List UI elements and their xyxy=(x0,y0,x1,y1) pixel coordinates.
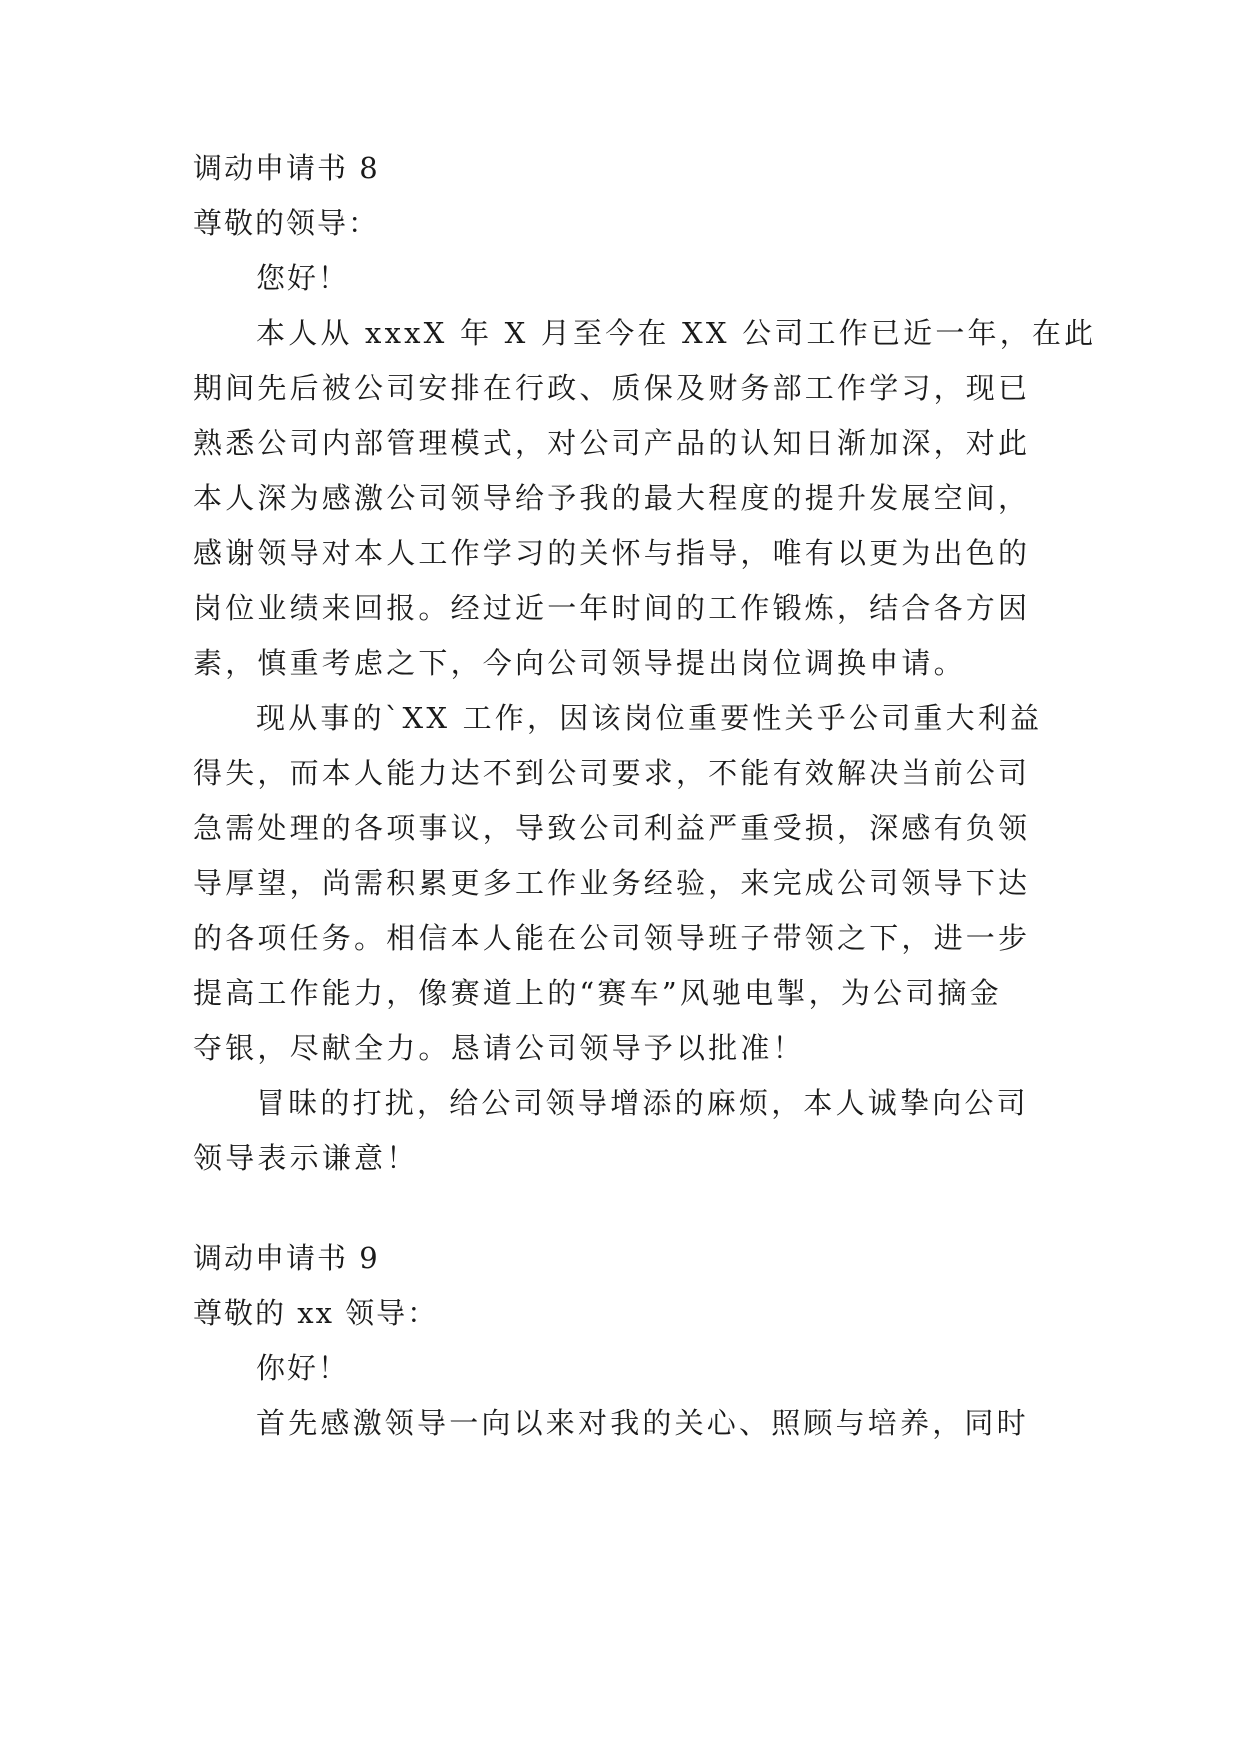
letter9-salutation: 尊敬的 xx 领导： xyxy=(193,1296,439,1330)
letter8-p2-line: 急需处理的各项事议，导致公司利益严重受损，深感有负领 xyxy=(193,811,1031,845)
letter8-p1-line: 素，慎重考虑之下，今向公司领导提出岗位调换申请。 xyxy=(193,646,966,680)
letter8-p2-line: 导厚望，尚需积累更多工作业务经验，来完成公司领导下达 xyxy=(193,866,1031,900)
letter8-p2-line: 现从事的`XX 工作，因该岗位重要性关乎公司重大利益 xyxy=(256,701,1043,735)
letter9-greeting: 你好！ xyxy=(256,1351,350,1385)
letter8-p1-line: 本人深为感激公司领导给予我的最大程度的提升发展空间， xyxy=(193,481,1031,515)
letter8-p2-line: 得失，而本人能力达不到公司要求，不能有效解决当前公司 xyxy=(193,756,1031,790)
letter8-p2-line: 夺银，尽献全力。恳请公司领导予以批准！ xyxy=(193,1031,805,1065)
letter8-p1-line: 岗位业绩来回报。经过近一年时间的工作锻炼，结合各方因 xyxy=(193,591,1031,625)
letter8-p1-line: 期间先后被公司安排在行政、质保及财务部工作学习，现已 xyxy=(193,371,1031,405)
letter8-salutation: 尊敬的领导： xyxy=(193,206,380,240)
letter8-p1-line: 熟悉公司内部管理模式，对公司产品的认知日渐加深，对此 xyxy=(193,426,1031,460)
letter8-p1-line: 本人从 xxxX 年 X 月至今在 XX 公司工作已近一年，在此 xyxy=(256,316,1097,350)
letter8-p3-line: 领导表示谦意！ xyxy=(193,1141,419,1175)
letter8-p1-line: 感谢领导对本人工作学习的关怀与指导，唯有以更为出色的 xyxy=(193,536,1031,570)
letter8-title: 调动申请书 8 xyxy=(193,151,380,185)
letter9-p1-line: 首先感激领导一向以来对我的关心、照顾与培养，同时 xyxy=(256,1406,1029,1440)
letter8-p2-line: 的各项任务。相信本人能在公司领导班子带领之下，进一步 xyxy=(193,921,1031,955)
letter8-greeting: 您好！ xyxy=(256,261,350,295)
letter9-title: 调动申请书 9 xyxy=(193,1241,380,1275)
letter8-p3-line: 冒昧的打扰，给公司领导增添的麻烦，本人诚挚向公司 xyxy=(256,1086,1029,1120)
letter8-p2-line: 提高工作能力，像赛道上的“赛车”风驰电掣，为公司摘金 xyxy=(193,976,1002,1010)
